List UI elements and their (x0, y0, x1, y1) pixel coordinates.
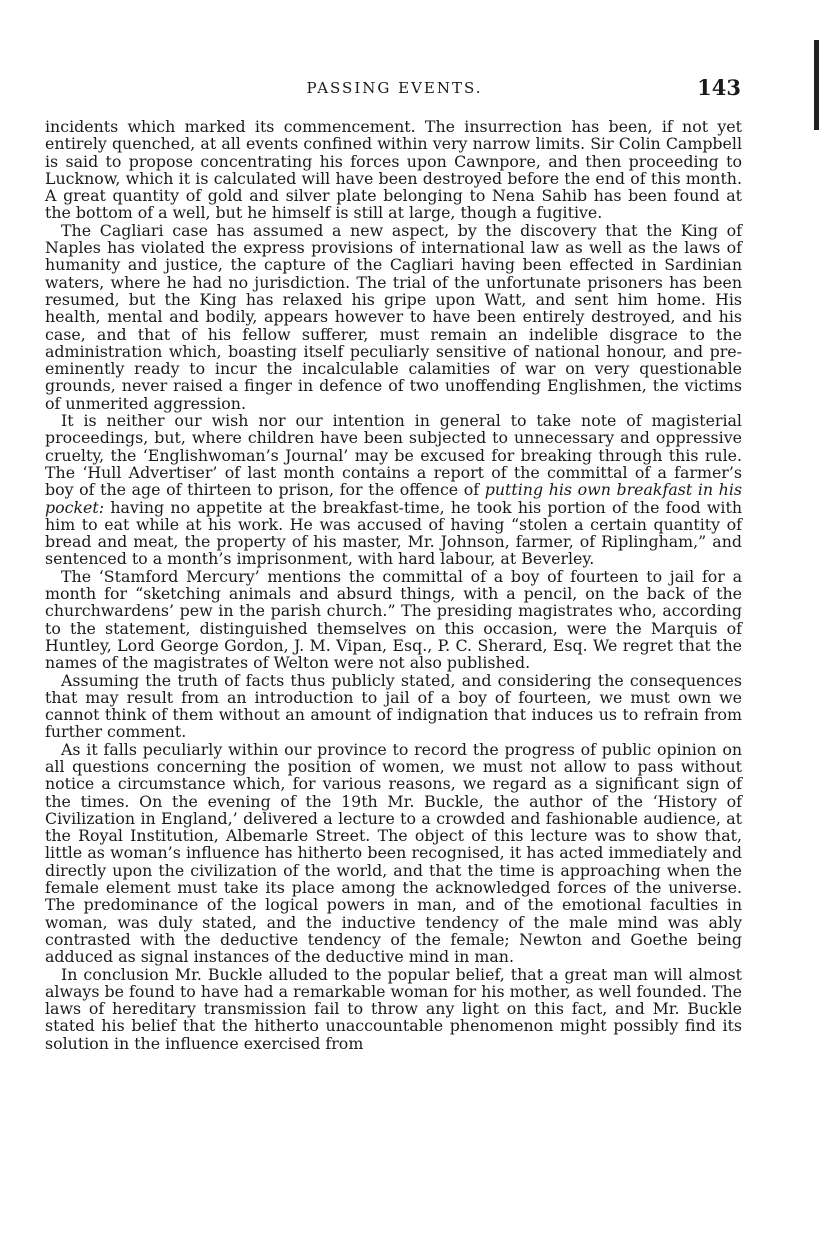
paragraph-hull-advertiser (45, 412, 742, 568)
paragraph-cagliari-case: The Cagliari case has assumed a new aspect, by the discovery that the King of Naples has violated the express provisions of international law as well as the laws of humanity and justice, the capture of the Cagliari having been effected in Sardinian waters, where he had no jurisdiction. The trial of the unfortunate prisoners has been resumed, but the King has relaxed his gripe upon Watt, and sent him home. His health, mental and bodily, appears however to have been entirely destroyed, and his case, and that of his fellow sufferer, must remain an indelible disgrace to the administration which, boasting itself peculiarly sensitive of national honour, and pre-eminently ready to incur the incalculable calamities of war on very questionable grounds, never raised a finger in defence of two unoffending Englishmen, the victims of unmerited aggression. (45, 220, 742, 413)
running-title: PASSING EVENTS. (306, 79, 483, 97)
page-edge-mark (814, 40, 819, 130)
paragraph-text-before: It is neither our wish nor our intention in general to take note of magisterial proceedings, but, where children have been subjected to unnecessary and oppressive cruelty, the ‘Englishwoman’s Journal’ may be excused for breaking through this rule. The ‘Hull Advertiser’ of last month contains a report of the committal of a farmer’s boy of the age of thirteen to prison, for the offence of (45, 411, 742, 500)
paragraph-buckle-conclusion: In conclusion Mr. Buckle alluded to the popular belief, that a great man will almost always be found to have had a remarkable woman for his mother, as well founded. The laws of hereditary transmission fail to throw any light on this fact, and Mr. Buckle stated his belief that the hitherto unaccountable phenomenon might possibly find its solution in the influence exercised from (45, 964, 742, 1053)
article-body (45, 118, 742, 1052)
paragraph-buckle-lecture: As it falls peculiarly within our province to record the progress of public opinion on all questions concerning the position of women, we must not allow to pass without notice a circumstance which, for various reasons, we regard as a significant sign of the times. On the evening of the 19th Mr. Buckle, the author of the ‘History of Civilization in England,’ delivered a lecture to a crowded and fashionable audience, at the Royal Institution, Albemarle Street. The object of this lecture was to show that, little as woman’s influence has hitherto been recognised, it has acted immediately and directly upon the civilization of the world, and that the time is approaching when the female element must take its place among the acknowledged forces of the universe. The predominance of the logical powers in man, and of the emotional faculties in woman, was duly stated, and the inductive tendency of the male mind was ably contrasted with the deductive tendency of the female; Newton and Goethe being adduced as signal instances of the deductive mind in man. (45, 739, 742, 967)
page-number: 143 (697, 75, 741, 100)
paragraph-text-after: having no appetite at the breakfast-time, he took his portion of the food with him to eat while at his work. He was accused of having “stolen a certain quantity of bread and meat, the property of his master, Mr. Johnson, farmer, of Riplingham,” and sentenced to a month’s imprisonment, with hard labour, at Beverley. (45, 497, 742, 569)
paragraph-india-insurrection: incidents which marked its commencement. The insurrection has been, if not yet entirely quenched, at all events confined within very narrow limits. Sir Colin Campbell is said to propose concentrating his forces upon Cawnpore, and then proceeding to Lucknow, which it is calculated will have been destroyed before the end of this month. A great quantity of gold and silver plate belonging to Nena Sahib has been found at the bottom of a well, but he himself is still at large, though a fugitive. (45, 117, 742, 223)
paragraph-stamford-mercury: The ‘Stamford Mercury’ mentions the committal of a boy of fourteen to jail for a month for “sketching animals and absurd things, with a pencil, on the back of the churchwardens’ pew in the parish church.” The presiding magistrates who, according to the statement, distinguished themselves on this occasion, were the Marquis of Huntley, Lord George Gordon, J. M. Vipan, Esq., P. C. Sherard, Esq. We regret that the names of the magistrates of Welton were not also published. (45, 566, 742, 673)
paragraph-emphasis: putting his own breakfast in his pocket: (45, 480, 742, 517)
paragraph-assuming-truth: Assuming the truth of facts thus publicly stated, and considering the consequences that may result from an introduction to jail of a boy of fourteen, we must own we cannot think of them without an amount of indignation that induces us to refrain from further comment. (45, 670, 742, 742)
page-header (48, 75, 741, 103)
